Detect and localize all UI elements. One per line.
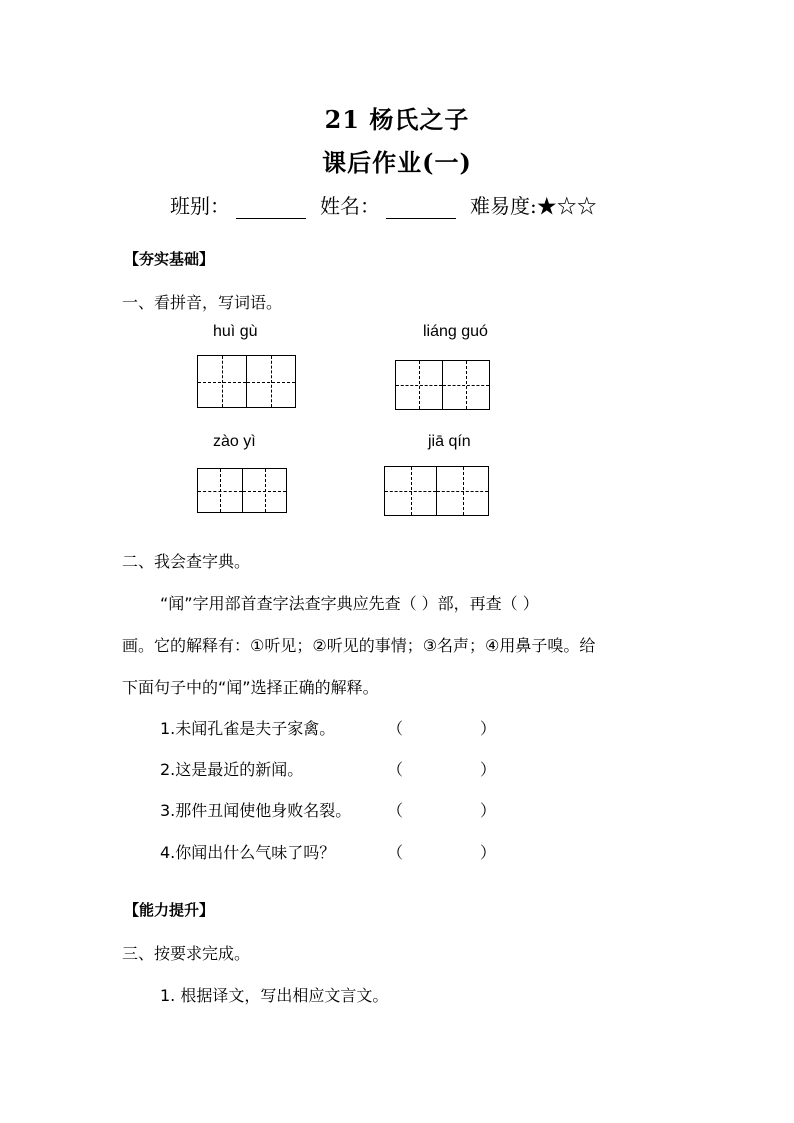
answer-paren-open: （: [387, 719, 404, 738]
answer-paren-close: ）: [480, 843, 497, 862]
pinyin-2: liáng guó: [423, 323, 488, 340]
class-label: 班别：: [170, 194, 230, 218]
grid-cell[interactable]: [198, 356, 247, 407]
grid-cell[interactable]: [437, 467, 488, 515]
answer-paren-close: ）: [480, 719, 497, 738]
grid-cell[interactable]: [243, 469, 286, 512]
name-blank[interactable]: [386, 196, 456, 219]
name-label: 姓名：: [320, 194, 380, 218]
writing-grid-4[interactable]: [384, 466, 489, 516]
question-2-item-3: 3.那件丑闻使他身败名裂。: [160, 801, 352, 820]
question-2-item-1: 1.未闻孔雀是夫子家禽。: [160, 719, 336, 738]
page-title: 21 杨氏之子: [324, 105, 470, 134]
answer-paren-close: ）: [480, 760, 497, 779]
answer-paren-close: ）: [480, 801, 497, 820]
pinyin-4: jiā qín: [428, 433, 471, 450]
section-head-advanced: 【能力提升】: [124, 901, 215, 919]
grid-cell[interactable]: [247, 356, 295, 407]
pinyin-3: zào yì: [213, 433, 256, 450]
question-1-title: 一、看拼音，写词语。: [122, 293, 283, 312]
answer-paren-open: （: [387, 801, 404, 820]
grid-cell[interactable]: [198, 469, 243, 512]
writing-grid-1[interactable]: [197, 355, 296, 408]
answer-paren-open: （: [387, 760, 404, 779]
writing-grid-3[interactable]: [197, 468, 287, 513]
grid-cell[interactable]: [385, 467, 437, 515]
page-subtitle: 课后作业(一): [322, 148, 472, 177]
answer-paren-open: （: [387, 843, 404, 862]
question-2-item-4: 4.你闻出什么气味了吗？: [160, 843, 336, 862]
difficulty-label: 难易度:★☆☆: [470, 194, 597, 218]
question-2-paragraph-3: 下面句子中的“闻”选择正确的解释。: [122, 678, 379, 697]
question-3-item-1: 1. 根据译文，写出相应文言文。: [160, 986, 389, 1005]
section-head-basic: 【夯实基础】: [124, 250, 215, 268]
question-2-title: 二、我会查字典。: [122, 552, 251, 571]
grid-cell[interactable]: [443, 361, 489, 409]
student-info-row: [170, 190, 597, 219]
grid-cell[interactable]: [396, 361, 443, 409]
question-2-item-2: 2.这是最近的新闻。: [160, 760, 304, 779]
class-blank[interactable]: [236, 196, 306, 219]
question-2-paragraph-1: “闻”字用部首查字法查字典应先查（ ）部，再查（ ）: [160, 594, 539, 613]
writing-grid-2[interactable]: [395, 360, 490, 410]
pinyin-1: huì gù: [213, 323, 258, 340]
question-2-paragraph-2: 画。它的解释有：①听见；②听见的事情；③名声；④用鼻子嗅。给: [122, 636, 596, 655]
question-3-title: 三、按要求完成。: [122, 944, 251, 963]
